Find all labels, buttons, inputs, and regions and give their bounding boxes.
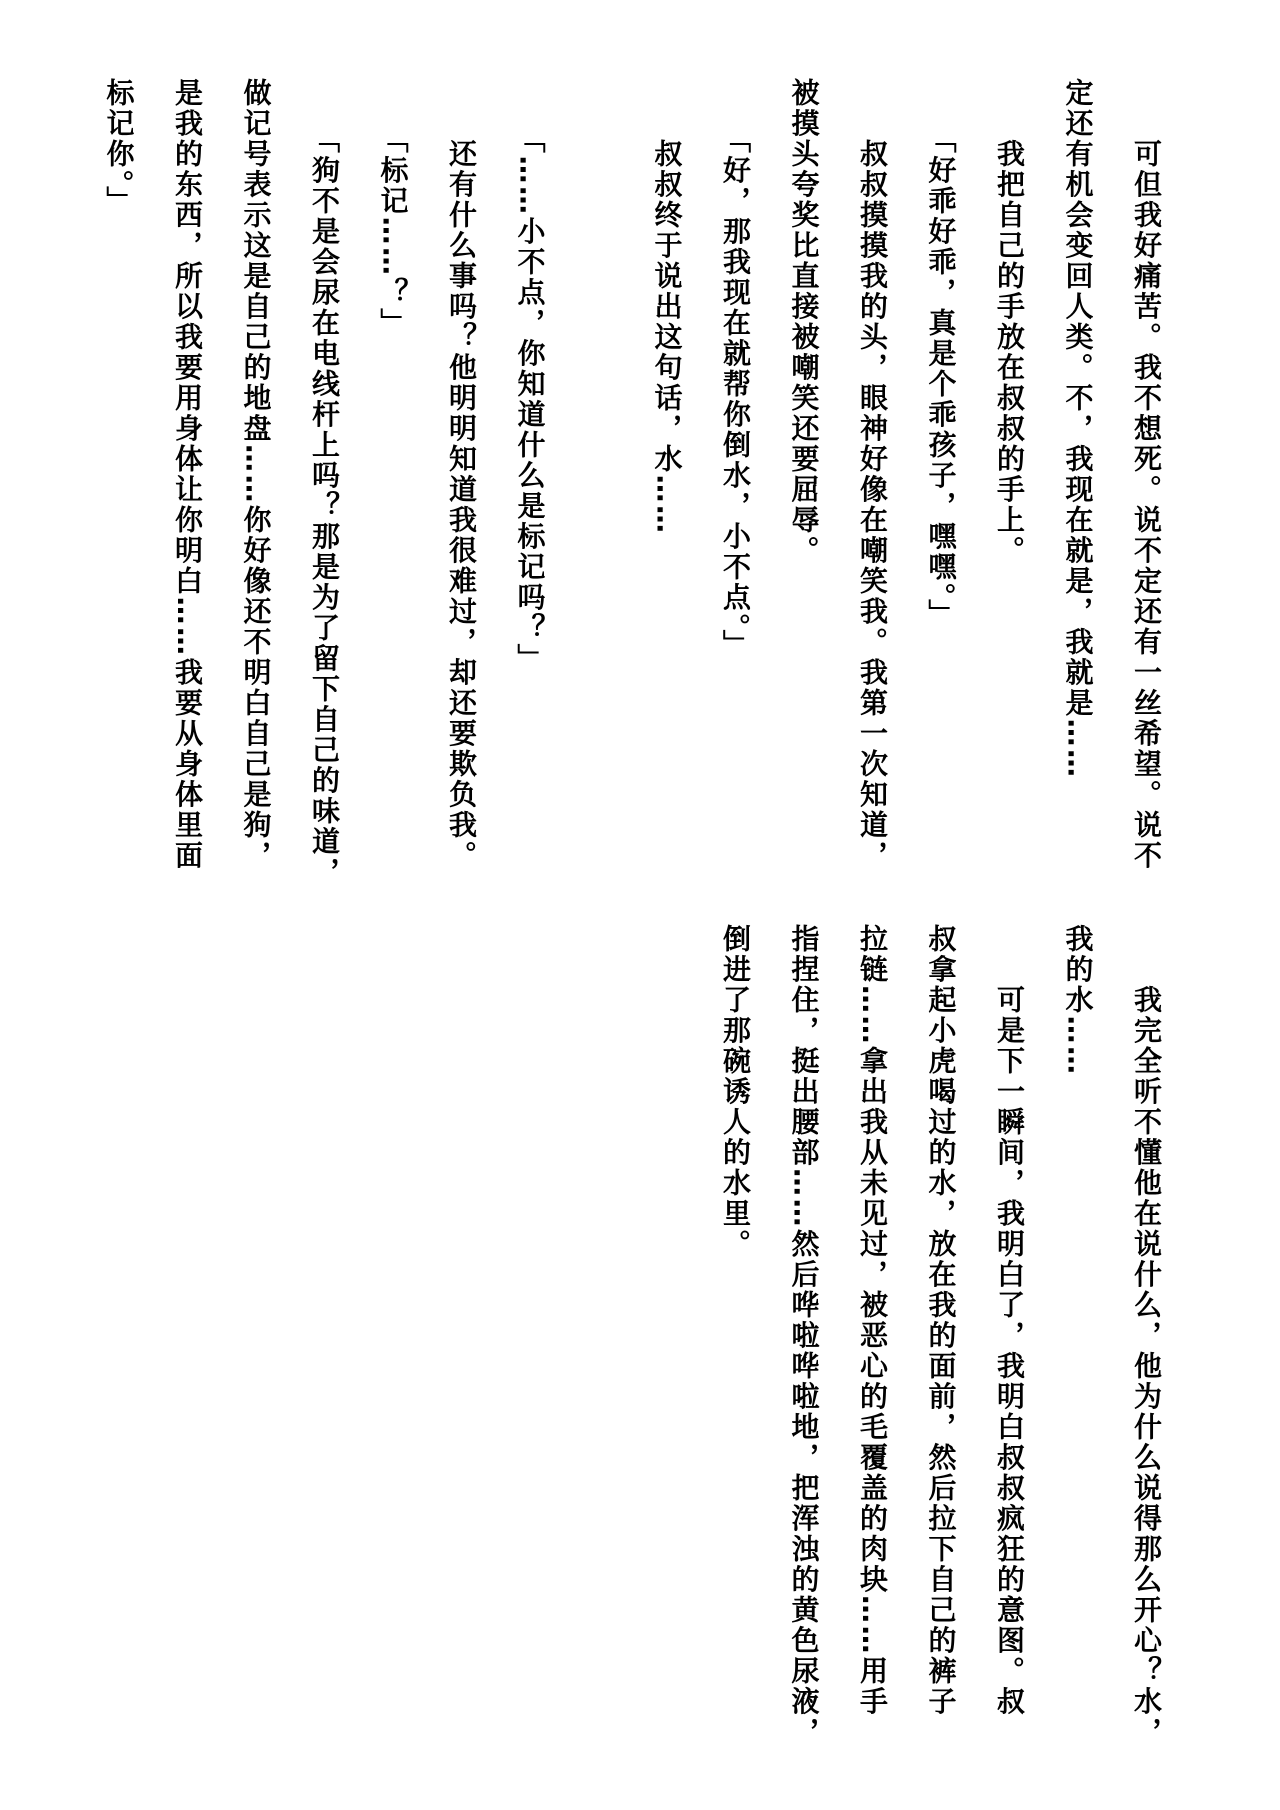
text-block-bottom [700, 924, 1180, 1784]
text-column: 叔叔终于说出这句话，水…… [650, 78, 684, 536]
text-column: 拉链……拿出我从未见过，被恶心的毛覆盖的肉块……用手 [856, 924, 889, 1717]
text-block-top [84, 78, 1180, 893]
text-column: 「……小不点，你知道什么是标记吗？」 [513, 78, 547, 674]
text-column: 「好，那我现在就帮你倒水，小不点。」 [719, 78, 752, 660]
text-column: 叔叔摸摸我的头，眼神好像在嘲笑我。我第一次知道， [856, 78, 889, 871]
text-column: 是我的东西，所以我要用身体让你明白……我要从身体里面 [171, 78, 204, 871]
text-column: 叔拿起小虎喝过的水，放在我的面前，然后拉下自己的裤子 [924, 924, 958, 1717]
text-column: 「好乖好乖，真是个乖孩子，嘿嘿。」 [924, 78, 958, 630]
text-column: 「狗不是会尿在电线杆上吗？那是为了留下自己的味道， [308, 78, 341, 888]
text-column: 定还有机会变回人类。不，我现在就是，我就是…… [1061, 78, 1095, 780]
text-column: 标记你。」 [102, 78, 136, 217]
text-column: 可是下一瞬间，我明白了，我明白叔叔疯狂的意图。叔 [993, 924, 1026, 1717]
text-column: 倒进了那碗诱人的水里。 [719, 924, 752, 1260]
text-column: 我的水…… [1061, 924, 1095, 1077]
text-column: 还有什么事吗？他明明知道我很难过，却还要欺负我。 [445, 78, 478, 871]
text-column: 「标记……？」 [376, 78, 410, 339]
text-column: 我完全听不懂他在说什么，他为什么说得那么开心？水， [1130, 924, 1163, 1748]
text-column: 可但我好痛苦。我不想死。说不定还有一丝希望。说不 [1130, 78, 1163, 871]
text-column: 指捏住，挺出腰部……然后哗啦哗啦地，把浑浊的黄色尿液， [787, 924, 821, 1748]
text-column [564, 78, 633, 893]
text-column: 被摸头夸奖比直接被嘲笑还要屈辱。 [787, 78, 821, 566]
text-column: 做记号表示这是自己的地盘……你好像还不明白自己是狗， [239, 78, 273, 871]
text-column: 我把自己的手放在叔叔的手上。 [993, 78, 1026, 566]
